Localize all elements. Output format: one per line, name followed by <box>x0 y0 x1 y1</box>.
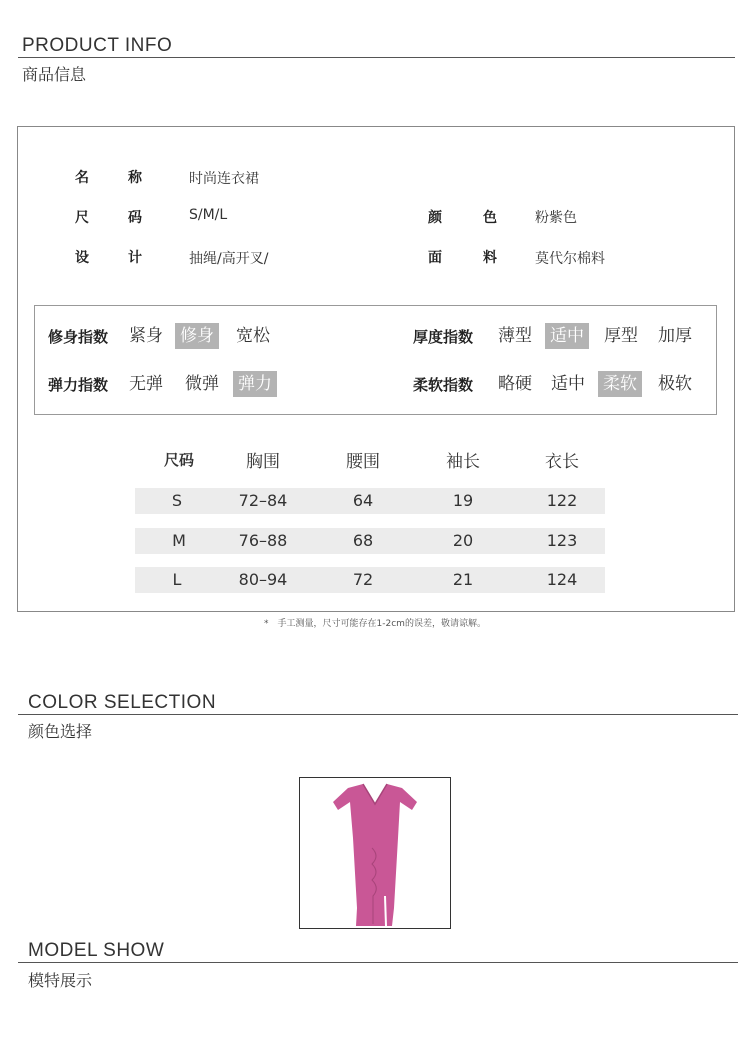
size-table-cell: 122 <box>546 491 578 510</box>
size-value: S/M/L <box>189 207 228 223</box>
size-table-cell: 80–94 <box>238 570 288 589</box>
fabric-value: 莫代尔棉料 <box>535 251 605 267</box>
measurement-note: * 手工测量，尺寸可能存在1-2cm的误差，敬请谅解。 <box>264 619 486 629</box>
elasticity-option-stretch: 弹力 <box>233 371 277 397</box>
fabric-label-a: 面 <box>428 250 442 266</box>
softness-option-medium: 适中 <box>551 374 585 394</box>
name-label-a: 名 <box>75 170 89 186</box>
size-table-cell: S <box>171 491 183 510</box>
color-selection-subtitle: 颜色选择 <box>28 722 93 741</box>
thickness-option-medium: 适中 <box>545 323 589 349</box>
design-value: 抽绳/高开叉/ <box>189 251 269 267</box>
softness-option-firm: 略硬 <box>498 374 532 394</box>
elasticity-option-none: 无弹 <box>129 374 163 394</box>
product-info-subtitle: 商品信息 <box>22 65 87 84</box>
size-table-cell: 123 <box>546 531 578 550</box>
product-info-title: PRODUCT INFO <box>22 35 173 56</box>
softness-option-very-soft: 极软 <box>658 374 692 394</box>
size-table-header-size: 尺码 <box>163 451 194 469</box>
model-show-title: MODEL SHOW <box>28 940 165 961</box>
size-table-cell: 68 <box>352 531 374 550</box>
color-label-a: 颜 <box>428 210 442 226</box>
fit-index-label: 修身指数 <box>48 328 109 346</box>
name-value: 时尚连衣裙 <box>189 171 259 187</box>
softness-option-soft: 柔软 <box>598 371 642 397</box>
product-info-rule <box>18 57 735 58</box>
size-table-cell: M <box>172 531 186 550</box>
size-table-cell: 21 <box>452 570 474 589</box>
size-table-header-waist: 腰围 <box>346 452 380 472</box>
design-label-a: 设 <box>75 250 89 266</box>
model-show-rule <box>18 962 738 963</box>
size-label-b: 码 <box>128 210 142 226</box>
size-table-cell: 64 <box>352 491 374 510</box>
model-show-subtitle: 模特展示 <box>28 971 93 990</box>
color-selection-rule <box>18 714 738 715</box>
thickness-option-thin: 薄型 <box>498 326 532 346</box>
indices-box <box>34 305 717 415</box>
thickness-option-thick: 厚型 <box>604 326 638 346</box>
color-value: 粉紫色 <box>535 210 577 226</box>
design-label-b: 计 <box>128 250 142 266</box>
elasticity-option-slight: 微弹 <box>185 374 219 394</box>
softness-index-label: 柔软指数 <box>413 376 474 394</box>
color-label-b: 色 <box>483 210 497 226</box>
dress-image <box>300 778 450 928</box>
color-selection-title: COLOR SELECTION <box>28 692 217 713</box>
size-table-header-sleeve: 袖长 <box>446 452 480 472</box>
name-label-b: 称 <box>128 170 142 186</box>
elasticity-index-label: 弹力指数 <box>48 376 109 394</box>
size-label-a: 尺 <box>75 210 89 226</box>
color-swatch-pink-purple[interactable] <box>299 777 451 929</box>
fit-option-tight: 紧身 <box>129 326 163 346</box>
size-table-cell: 19 <box>452 491 474 510</box>
fabric-label-b: 料 <box>483 250 497 266</box>
size-table-cell: 124 <box>546 570 578 589</box>
size-table-header-bust: 胸围 <box>246 452 280 472</box>
size-table-cell: 76–88 <box>238 531 288 550</box>
size-table-cell: 72–84 <box>238 491 288 510</box>
size-table-cell: 20 <box>452 531 474 550</box>
fit-option-loose: 宽松 <box>236 326 270 346</box>
size-table-cell: L <box>172 570 182 589</box>
size-table-header-length: 衣长 <box>545 452 579 472</box>
thickness-index-label: 厚度指数 <box>413 328 474 346</box>
thickness-option-extra-thick: 加厚 <box>658 326 692 346</box>
fit-option-slim: 修身 <box>175 323 219 349</box>
size-table-cell: 72 <box>352 570 374 589</box>
